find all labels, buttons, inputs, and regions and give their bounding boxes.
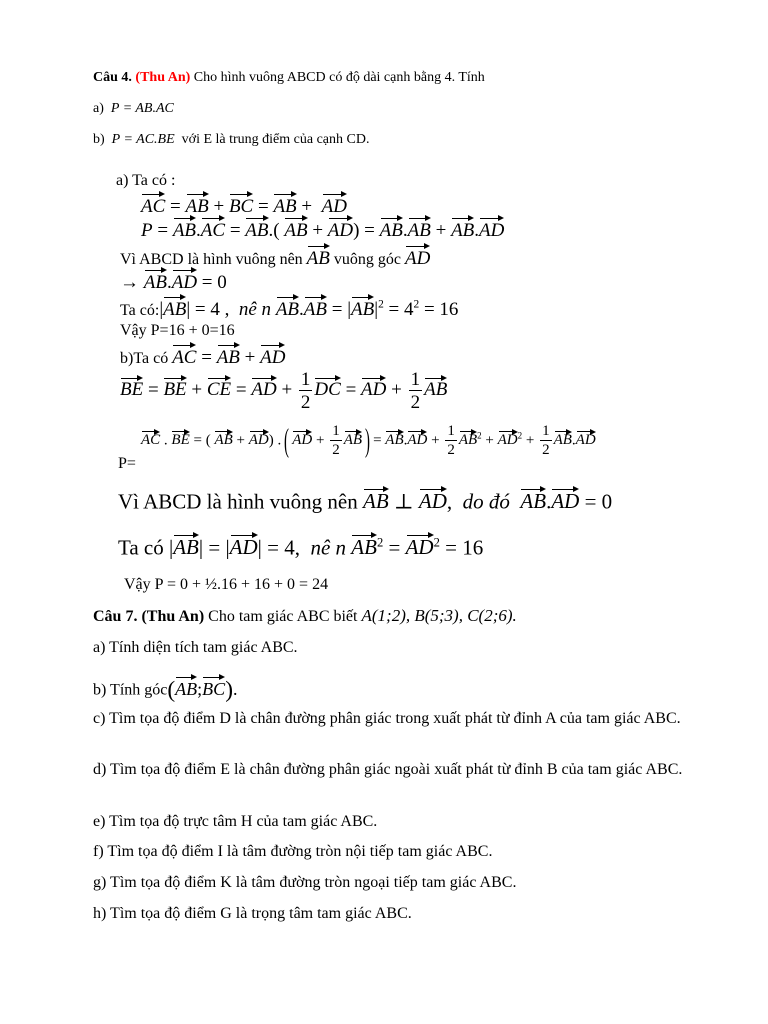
ta-co-label: Ta có: bbox=[120, 301, 160, 319]
problem-4-text: Cho hình vuông ABCD có độ dài cạnh bằng 4. Tính bbox=[193, 70, 485, 85]
p-label: P= bbox=[118, 455, 136, 472]
solution-b-label: b)Ta có bbox=[120, 349, 169, 367]
equation-be: BE = BE + CE = AD + $\frac{1}{2}$ DC = AD + $\frac{1}{2}$ AB bbox=[120, 369, 448, 413]
problem-4-number: Câu 4. bbox=[93, 70, 132, 85]
problem-7-item-b: b) Tính góc(AB;BC). bbox=[93, 676, 238, 703]
equation-p-b: AC . BE = ( AB + AD) .( AD + $\frac{1}{2}$ AB) = AB.AD + $\frac{1}{2}$ $AB^2 + AD^2$ + $\frac{1}{2}$ AB.AD bbox=[141, 422, 596, 459]
square-statement-text: Vì ABCD là hình vuông nên bbox=[120, 250, 303, 268]
problem-7-item-g: g) Tìm tọa độ điểm K là tâm đường tròn ngoại tiếp tam giác ABC. bbox=[93, 874, 517, 891]
ta-co-b-label: Ta có bbox=[118, 535, 164, 560]
solution-b-heading: b)Ta có AC = AB + AD bbox=[120, 343, 285, 369]
perpendicular-statement-b: Vì ABCD là hình vuông nên AB ⊥ AD, do đó AB.AD = 0 bbox=[118, 486, 612, 514]
problem-7-item-a: a) Tính diện tích tam giác ABC. bbox=[93, 639, 298, 656]
problem-4-part-a bbox=[93, 101, 174, 117]
problem-7-item-d: d) Tìm tọa độ điểm E là chân đường phân giác ngoài xuất phát từ đỉnh B của tam giác ABC. bbox=[93, 761, 683, 778]
problem-4-heading bbox=[93, 70, 485, 86]
problem-7-item-f: f) Tìm tọa độ điểm I là tâm đường tròn nội tiếp tam giác ABC. bbox=[93, 843, 493, 860]
problem-4-part-b bbox=[93, 132, 369, 148]
equation-ab-length: Ta có:|AB| = 4 , nê n $AB.AB = |AB|^2 = 4^2 = 16$ bbox=[120, 295, 458, 321]
do-do-word: do đó bbox=[462, 489, 510, 514]
result-b: Vậy P = 0 + ½.16 + 16 + 0 = 24 bbox=[124, 576, 329, 593]
ne-n-word-b: nê n bbox=[310, 535, 347, 560]
equation-p-expand: P = AB.AC = AB.( AB + AD) = AB.AB + AB.AD bbox=[141, 216, 504, 242]
equation-dot-zero: → AB.AD = 0 bbox=[120, 268, 227, 294]
result-a: Vậy P=16 + 0=16 bbox=[120, 322, 235, 339]
square-statement-b-text: Vì ABCD là hình vuông nên bbox=[118, 489, 358, 514]
problem-7-points: A(1;2), B(5;3), C(2;6). bbox=[361, 606, 517, 625]
part-b-expression: P = AC.BE bbox=[111, 132, 175, 147]
item-b-text: b) Tính góc bbox=[93, 681, 168, 699]
ne-n-word: nê n bbox=[238, 298, 272, 320]
part-a-label: a) bbox=[93, 101, 104, 116]
problem-7-item-c: c) Tìm tọa độ điểm D là chân đường phân giác trong xuất phát từ đỉnh A của tam giác ABC. bbox=[93, 710, 681, 727]
problem-7-author: (Thu An) bbox=[141, 608, 205, 625]
problem-7-item-h: h) Tìm tọa độ điểm G là trọng tâm tam giác ABC. bbox=[93, 905, 412, 922]
problem-7-item-e: e) Tìm tọa độ trực tâm H của tam giác ABC. bbox=[93, 813, 378, 830]
problem-7-number: Câu 7. bbox=[93, 608, 138, 625]
equation-ac-sum: AC = AB + BC = AB + AD bbox=[141, 192, 347, 218]
part-a-expression: P = AB.AC bbox=[110, 101, 174, 116]
perpendicular-word: vuông góc bbox=[333, 250, 401, 268]
part-b-label: b) bbox=[93, 132, 105, 147]
perpendicular-statement: Vì ABCD là hình vuông nên AB vuông góc AD bbox=[120, 244, 430, 269]
problem-7-text: Cho tam giác ABC biết bbox=[208, 608, 358, 625]
problem-4-author: (Thu An) bbox=[135, 70, 191, 85]
solution-a-heading: a) Ta có : bbox=[116, 172, 176, 189]
equation-lengths: Ta có |AB| = |AD| = 4, nê n $AB^2 = AD^2 = 16$ bbox=[118, 532, 483, 560]
problem-7-heading bbox=[93, 606, 517, 626]
part-b-text: với E là trung điểm của cạnh CD. bbox=[181, 132, 370, 147]
